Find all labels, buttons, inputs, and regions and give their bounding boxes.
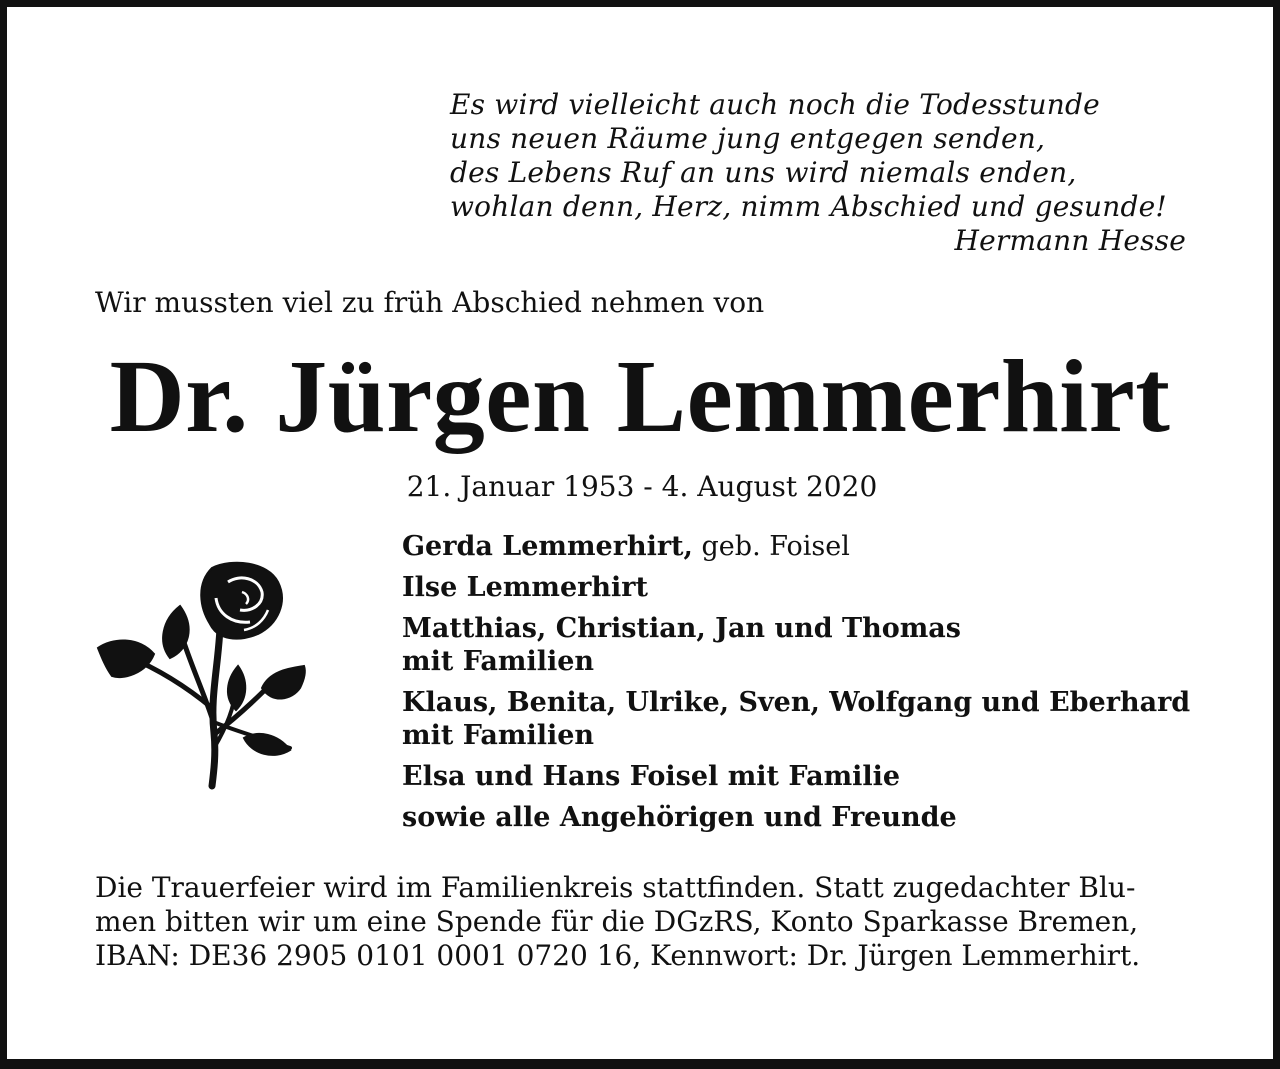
mourner-name: Matthias, Christian, Jan und Thomas [402, 613, 961, 644]
mourner-entry [402, 530, 1202, 563]
quote-line: des Lebens Ruf an uns wird niemals enden, [450, 156, 1077, 189]
mourner-name-cont: mit Familien [402, 646, 595, 677]
mourner-entry [402, 612, 1202, 678]
quote-line: wohlan denn, Herz, nimm Abschied und gesunde! [450, 190, 1167, 223]
quote-line: uns neuen Räume jung entgegen senden, [450, 122, 1046, 155]
quote-author: Hermann Hesse [954, 224, 1186, 257]
life-dates: 21. Januar 1953 - 4. August 2020 [406, 470, 878, 503]
notice-line: Die Trauerfeier wird im Familienkreis stattfinden. Statt zugedachter Blu- [95, 871, 1136, 904]
funeral-notice [95, 871, 1190, 973]
mourner-name: Gerda Lemmerhirt, [402, 531, 693, 562]
intro-text: Wir mussten viel zu früh Abschied nehmen von [95, 286, 765, 319]
mourner-note: geb. Foisel [692, 531, 850, 562]
mourner-entry [402, 571, 1202, 604]
notice-line: men bitten wir um eine Spende für die DGzRS, Konto Sparkasse Bremen, [95, 905, 1139, 938]
mourner-entry [402, 686, 1202, 752]
rose-icon [92, 558, 310, 794]
mourner-name: Klaus, Benita, Ulrike, Sven, Wolfgang und Eberhard [402, 687, 1191, 718]
mourner-name: sowie alle Angehörigen und Freunde [402, 802, 957, 833]
mourner-entry [402, 760, 1202, 793]
mourner-name: Ilse Lemmerhirt [402, 572, 648, 603]
mourner-name: Elsa und Hans Foisel mit Familie [402, 761, 901, 792]
quote-line: Es wird vielleicht auch noch die Todesstunde [450, 88, 1100, 121]
mourners-list [402, 530, 1202, 842]
deceased-name: Dr. Jürgen Lemmerhirt [109, 339, 1171, 454]
notice-line: IBAN: DE36 2905 0101 0001 0720 16, Kennwort: Dr. Jürgen Lemmerhirt. [95, 939, 1141, 972]
hesse-quote [450, 88, 1190, 258]
mourner-entry [402, 801, 1202, 834]
mourner-name-cont: mit Familien [402, 720, 595, 751]
